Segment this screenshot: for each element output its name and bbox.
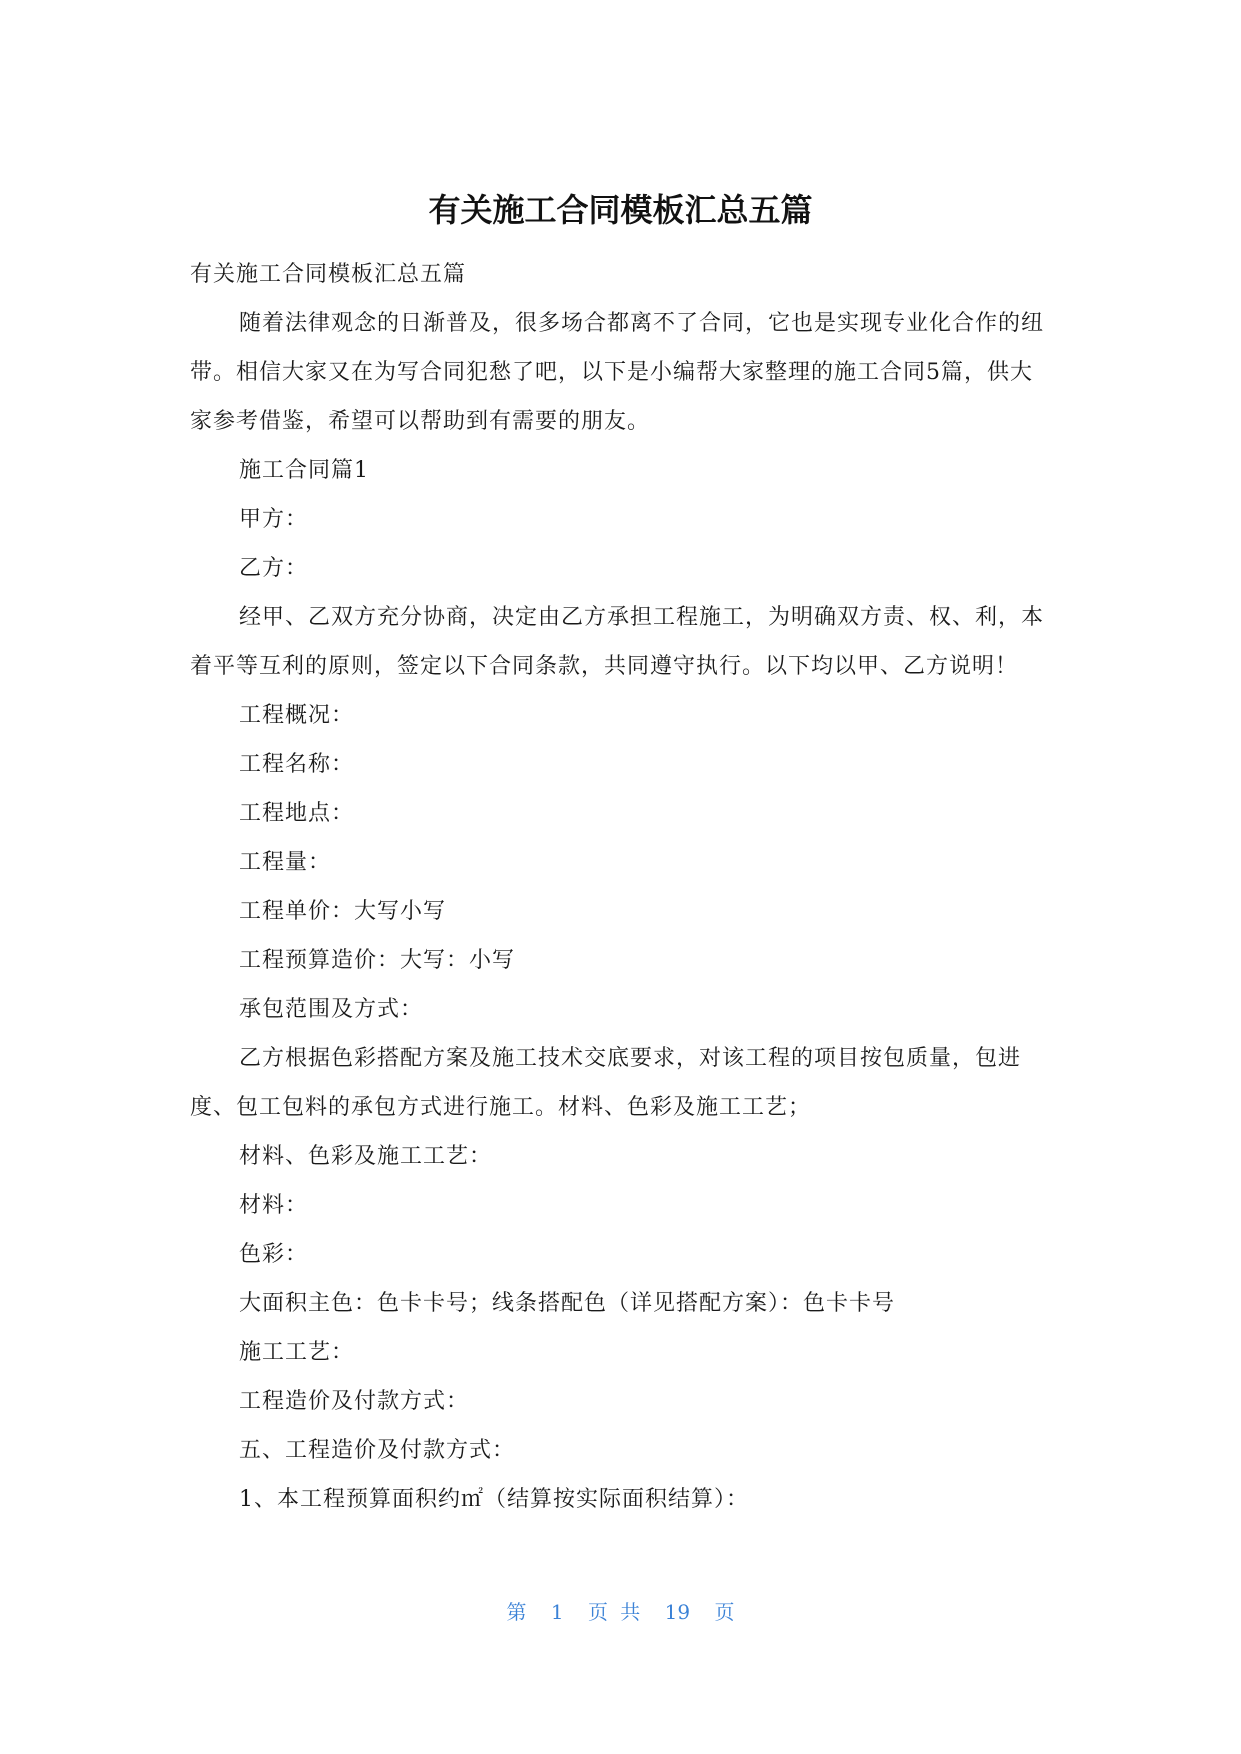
section-heading: 施工合同篇1: [239, 458, 369, 483]
paragraph: 经甲、乙双方充分协商，决定由乙方承担工程施工，为明确双方责、权、利，本着平等互利的原则，签定以下合同条款，共同遵守执行。以下均以甲、乙方说明！: [190, 605, 1045, 679]
page-label-suffix: 页: [714, 1600, 735, 1624]
page-label-mid: 页 共: [587, 1600, 641, 1624]
paragraph: 乙方根据色彩搭配方案及施工技术交底要求，对该工程的项目按包质量，包进度、包工包料的承包方式进行施工。材料、色彩及施工工艺；: [190, 1046, 1022, 1120]
paragraph: 工程概况：: [239, 703, 355, 728]
total-pages-number: 19: [664, 1600, 691, 1624]
paragraph: 工程预算造价：大写：小写: [239, 948, 516, 973]
paragraph: 承包范围及方式：: [239, 997, 424, 1022]
document-title: 有关施工合同模板汇总五篇: [428, 191, 813, 229]
paragraph: 色彩：: [239, 1242, 309, 1267]
paragraph: 工程量：: [239, 850, 332, 875]
paragraph: 材料：: [239, 1193, 309, 1218]
page-footer: [0, 1598, 1241, 1626]
paragraph: 工程单价：大写小写: [239, 899, 447, 924]
document-body: [190, 250, 1052, 1524]
paragraph: 大面积主色：色卡卡号；线条搭配色（详见搭配方案）：色卡卡号: [239, 1291, 896, 1316]
paragraph: 随着法律观念的日渐普及，很多场合都离不了合同，它也是实现专业化合作的纽带。相信大家又在为写合同犯愁了吧，以下是小编帮大家整理的施工合同5篇，供大家参考借鉴，希望可以帮助到有需要的朋友。: [190, 311, 1045, 434]
paragraph: 工程名称：: [239, 752, 355, 777]
current-page-number: 1: [550, 1600, 564, 1624]
paragraph: 材料、色彩及施工工艺：: [239, 1144, 493, 1169]
page-label-prefix: 第: [506, 1600, 527, 1624]
paragraph: 乙方：: [239, 556, 309, 581]
paragraph: 甲方：: [239, 507, 309, 532]
paragraph: 有关施工合同模板汇总五篇: [190, 262, 467, 287]
paragraph: 工程造价及付款方式：: [239, 1389, 470, 1414]
paragraph: 工程地点：: [239, 801, 355, 826]
paragraph: 1、本工程预算面积约㎡（结算按实际面积结算）：: [239, 1487, 749, 1512]
paragraph: 五、工程造价及付款方式：: [239, 1438, 516, 1463]
paragraph: 施工工艺：: [239, 1340, 355, 1365]
